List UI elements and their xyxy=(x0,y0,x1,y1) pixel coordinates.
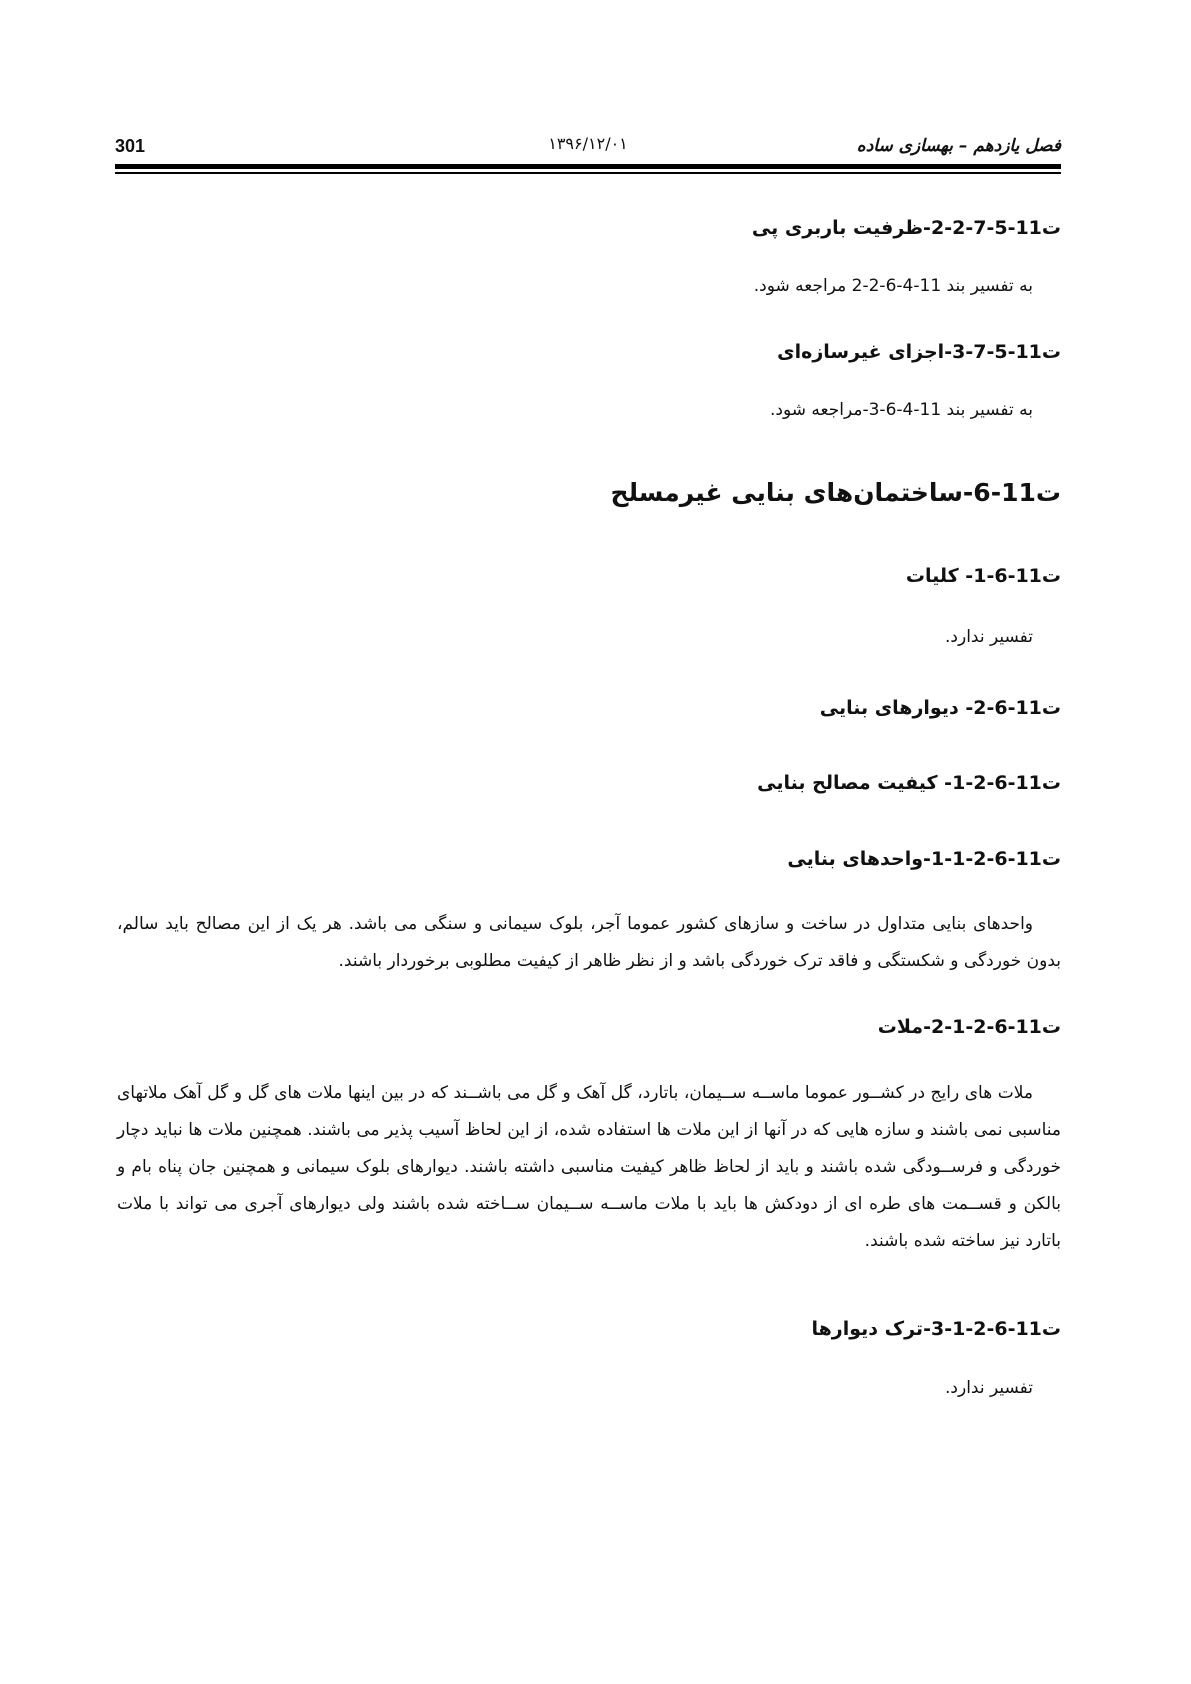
section-heading-mortar: ت11-6-2-1-2-ملات xyxy=(877,1016,1061,1038)
header-rule-thick xyxy=(115,164,1061,169)
section-heading-general: ت11-6-1- کلیات xyxy=(905,565,1061,587)
paragraph-mortar xyxy=(117,1075,1061,1260)
header-rule-thin xyxy=(115,172,1061,174)
page-header xyxy=(115,128,1061,162)
page-number: 301 xyxy=(115,136,146,156)
header-date: ۱۳۹۶/۱۲/۰۱ xyxy=(548,134,628,153)
section-heading-masonry-walls: ت11-6-2- دیوارهای بنایی xyxy=(819,697,1061,719)
section-note-bearing-capacity: به تفسیر بند 11-4-6-2-2 مراجعه شود. xyxy=(753,276,1033,296)
chapter-title: فصل یازدهم – بهسازی ساده xyxy=(856,136,1061,156)
section-heading-masonry-units: ت11-6-2-1-1-واحدهای بنایی xyxy=(787,848,1061,870)
section-note-general: تفسیر ندارد. xyxy=(945,627,1033,647)
section-note-nonstructural: به تفسیر بند 11-4-6-3-مراجعه شود. xyxy=(770,400,1033,420)
section-heading-wall-cracks: ت11-6-2-1-3-ترک دیوارها xyxy=(811,1318,1061,1340)
chapter-section-heading-masonry: ت11-6-ساختمان‌های بنایی غیرمسلح xyxy=(610,478,1061,507)
section-heading-nonstructural: ت11-5-7-3-اجزای غیرسازه‌ای xyxy=(777,341,1061,363)
section-heading-bearing-capacity: ت11-5-7-2-2-ظرفیت باربری پی xyxy=(751,217,1061,239)
paragraph-mortar-text: ملات های رایج در کشــور عموما ماســه ســیمان، باتارد، گل آهک و گل می باشــند که در بین اینها ملات های گل و گل آهک ملاتهای مناسبی نمی باشند و سازه هایی که در آنها از این ملات ها استفاده شده، از این لحاظ آسیب پذیر می باشند. همچنین ملات ها نباید دچار خوردگی و فرســودگی شده باشند و باید از لحاظ ظاهر کیفیت مناسبی داشته باشند. دیوارهای بلوک سیمانی و همچنین جان پناه بام و بالکن و قســمت های طره ای از دودکش ها باید با ملات ماســه ســیمان ســاخته شده باشند ولی دیوارهای آجری می تواند با ملات باتارد نیز ساخته شده باشند. xyxy=(117,1083,1061,1251)
paragraph-masonry-units-text: واحدهای بنایی متداول در ساخت و سازهای کشور عموما آجر، بلوک سیمانی و سنگی می باشد. هر یک از این مصالح باید سالم، بدون خوردگی و شکستگی و فاقد ترک خوردگی باشد و از نظر ظاهر از کیفیت مطلوبی برخوردار باشند. xyxy=(117,914,1061,971)
paragraph-masonry-units xyxy=(117,906,1061,980)
section-heading-material-quality: ت11-6-2-1- کیفیت مصالح بنایی xyxy=(757,772,1061,794)
section-note-wall-cracks: تفسیر ندارد. xyxy=(945,1378,1033,1398)
